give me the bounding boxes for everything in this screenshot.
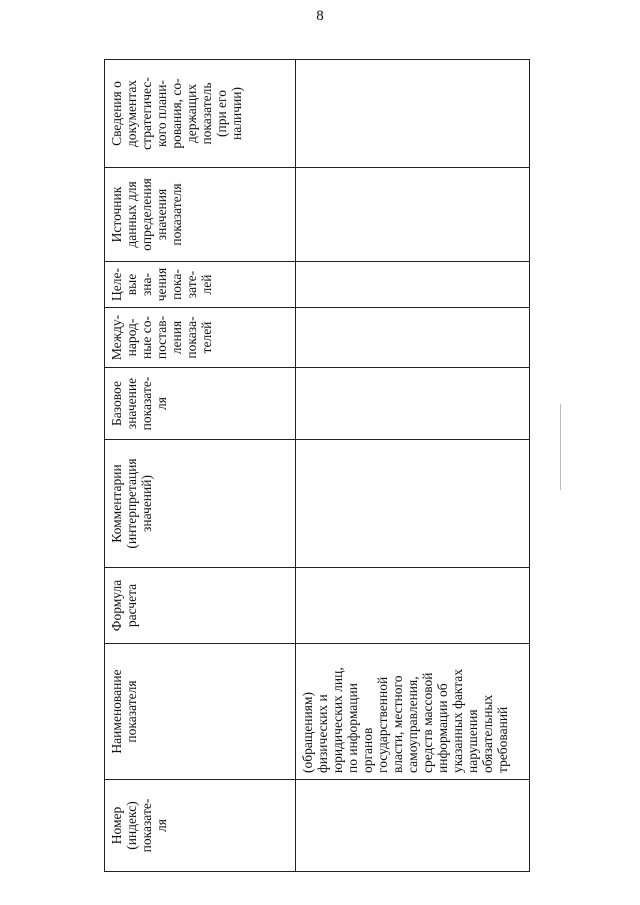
header-comments: Комментарии (интерпретация значений) [105, 440, 296, 568]
header-intl-comparisons: Между- народ- ные со- постав- ления показа- телей [105, 308, 296, 368]
scan-mark [560, 404, 561, 490]
cell-name: (обращениям) физических и юридических лиц, по информации органов государственной власти, местного самоуправления, средств массовой информации об указанных фактах нарушения обязательных требований [296, 644, 530, 780]
cell-intl-comparisons [296, 308, 530, 368]
cell-base-value [296, 368, 530, 440]
indicator-table-rotated [104, 60, 530, 872]
page-number: 8 [316, 8, 324, 24]
header-base-value: Базовое значение показате- ля [105, 368, 296, 440]
header-data-source: Источник данных для определения значения показателя [105, 168, 296, 262]
cell-formula [296, 568, 530, 644]
cell-strategic-docs [296, 60, 530, 168]
cell-comments [296, 440, 530, 568]
header-index: Номер (индекс) показате- ля [105, 780, 296, 872]
indicator-table [104, 59, 530, 872]
header-target-values: Целе- вые зна- чения пока- зате- лей [105, 262, 296, 308]
table-header-row [105, 60, 296, 872]
header-formula: Формула расчета [105, 568, 296, 644]
cell-target-values [296, 262, 530, 308]
table-row [296, 60, 530, 872]
header-strategic-docs: Сведения о документах стратегичес- кого плани- рования, со- держащих показатель (при его наличии) [105, 60, 296, 168]
header-name: Наименование показателя [105, 644, 296, 780]
cell-index [296, 780, 530, 872]
cell-data-source [296, 168, 530, 262]
